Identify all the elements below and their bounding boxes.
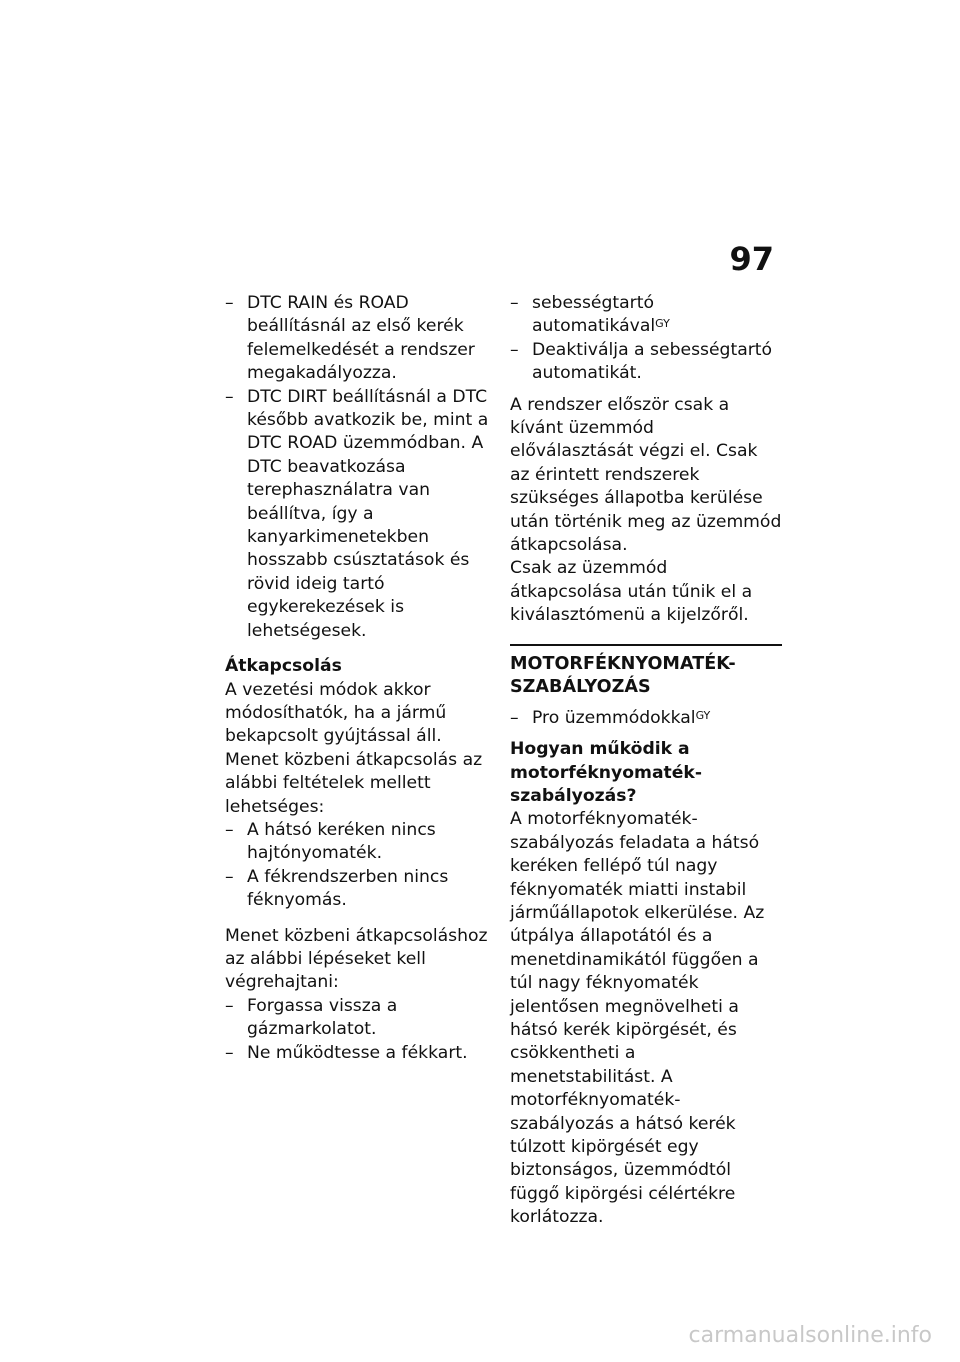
dash-icon: – <box>225 386 234 407</box>
list-item-text: A fékrendszerben nincs féknyomás. <box>247 866 449 911</box>
list-item-text: Deaktiválja a sebességtartó automatikát. <box>532 339 773 384</box>
dash-icon: – <box>225 995 234 1016</box>
watermark: carmanualsonline.info <box>688 1323 932 1348</box>
section-title: MOTORFÉKNYOMATÉK-SZABÁLYOZÁS <box>510 644 782 699</box>
list-item-text: Pro üzemmódokkal <box>532 707 696 728</box>
list-item <box>510 292 782 339</box>
list-item <box>225 819 493 866</box>
dash-icon: – <box>225 866 234 887</box>
dash-icon: – <box>225 1042 234 1063</box>
variant-marker: GY <box>695 708 711 722</box>
dash-icon: – <box>225 819 234 840</box>
answer-paragraph: A motorféknyomaték-szabályozás feladata a hátsó keréken fellépő túl nagy féknyomaték miatti instabil járműállapotok elkerülése. Az útpálya állapotától és a menetdinamikától függően a túl nagy féknyomaték jelentősen megnövelheti a hátsó kerék kipörgését, és csökkentheti a menetstabilitást. A motorféknyomaték-szabályozás a hátsó kerék túlzott kipörgését egy biztonságos, üzemmódtól függő kipörgési célértékre korlátozza. <box>510 809 765 1228</box>
system-paragraph: A rendszer először csak a kívánt üzemmód előválasztását végzi el. Csak az érintett rendszerek szükséges állapotba kerülése után történik meg az üzemmód átkapcsolása. <box>510 394 782 556</box>
menu-paragraph: Csak az üzemmód átkapcsolása után tűnik el a kiválasztómenü a kijelzőről. <box>510 558 753 626</box>
switch-paragraph: A vezetési módok akkor módosíthatók, ha a jármű bekapcsolt gyújtással áll. Menet közbeni átkapcsolás az alábbi feltételek mellett lehetséges: <box>225 679 483 817</box>
dash-icon: – <box>225 293 234 313</box>
dash-icon: – <box>510 293 519 313</box>
list-item <box>225 866 493 913</box>
list-item <box>510 707 782 730</box>
dash-icon: – <box>510 339 519 360</box>
dash-icon: – <box>510 707 519 728</box>
list-item-text: A hátsó keréken nincs hajtónyomaték. <box>247 819 436 864</box>
list-item <box>510 339 782 386</box>
right-column <box>510 292 782 1230</box>
list-item <box>225 292 493 386</box>
page-number: 97 <box>729 240 774 278</box>
riding-paragraph: Menet közbeni átkapcsoláshoz az alábbi lépéseket kell végrehajtani: <box>225 925 488 993</box>
list-item <box>225 386 493 643</box>
variant-marker: GY <box>655 317 670 331</box>
list-item-text: DTC DIRT beállításnál a DTC később avatkozik be, mint a DTC ROAD üzemmódban. A DTC beavatkozása terephasználatra van beállítva, így a kanyarkimenetekben hosszabb csúsztatások és rövid ideig tartó egykerekezések is lehetségesek. <box>247 386 489 641</box>
question-heading: Hogyan működik a motorféknyomaték-szabályozás? <box>510 739 702 806</box>
switch-heading: Átkapcsolás <box>225 656 342 677</box>
list-item-text: sebességtartó automatikával <box>532 293 656 337</box>
list-item <box>225 995 493 1042</box>
list-item-text: DTC RAIN és ROAD beállításnál az első kerék felemelkedését a rendszer megakadályozza. <box>247 293 475 384</box>
left-column <box>225 292 493 1065</box>
list-item-text: Ne működtesse a fékkart. <box>247 1042 468 1063</box>
list-item-text: Forgassa vissza a gázmarkolatot. <box>247 995 398 1040</box>
list-item <box>225 1042 493 1065</box>
